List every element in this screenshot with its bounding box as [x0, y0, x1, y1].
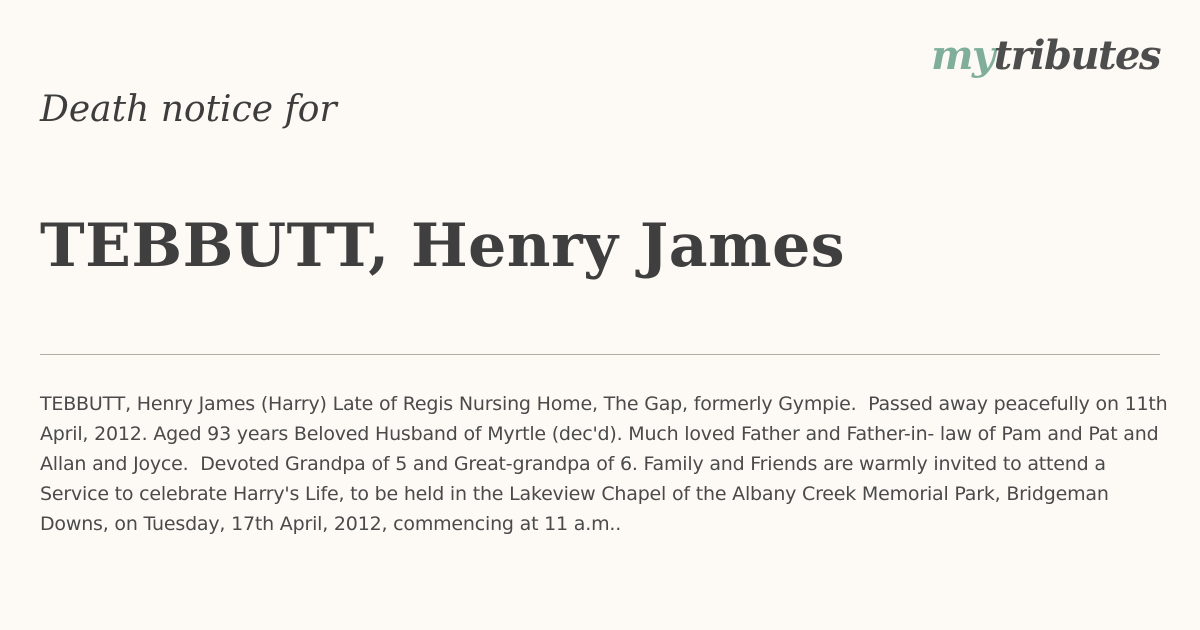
logo-tributes-text: tributes: [993, 32, 1160, 79]
death-notice-subtitle: Death notice for: [40, 89, 337, 130]
divider: [40, 354, 1160, 355]
deceased-name: TEBBUTT, Henry James: [40, 211, 846, 281]
logo-my-text: my: [931, 32, 994, 79]
notice-text: TEBBUTT, Henry James (Harry) Late of Regis Nursing Home, The Gap, formerly Gympie. Passed away peacefully on 11th April, 2012. Aged 93 years Beloved Husband of Myrtle (dec'd). Much loved Father and Father-in- law of Pam and Pat and Allan and Joyce. Devoted Grandpa of 5 and Great-grandpa of 6. Family and Friends are warmly invited to attend a Service to celebrate Harry's Life, to be held in the Lakeview Chapel of the Albany Creek Memorial Park, Bridgeman Downs, on Tuesday, 17th April, 2012, commencing at 11 a.m..: [40, 393, 1174, 535]
mytributes-logo[interactable]: [931, 32, 1160, 79]
